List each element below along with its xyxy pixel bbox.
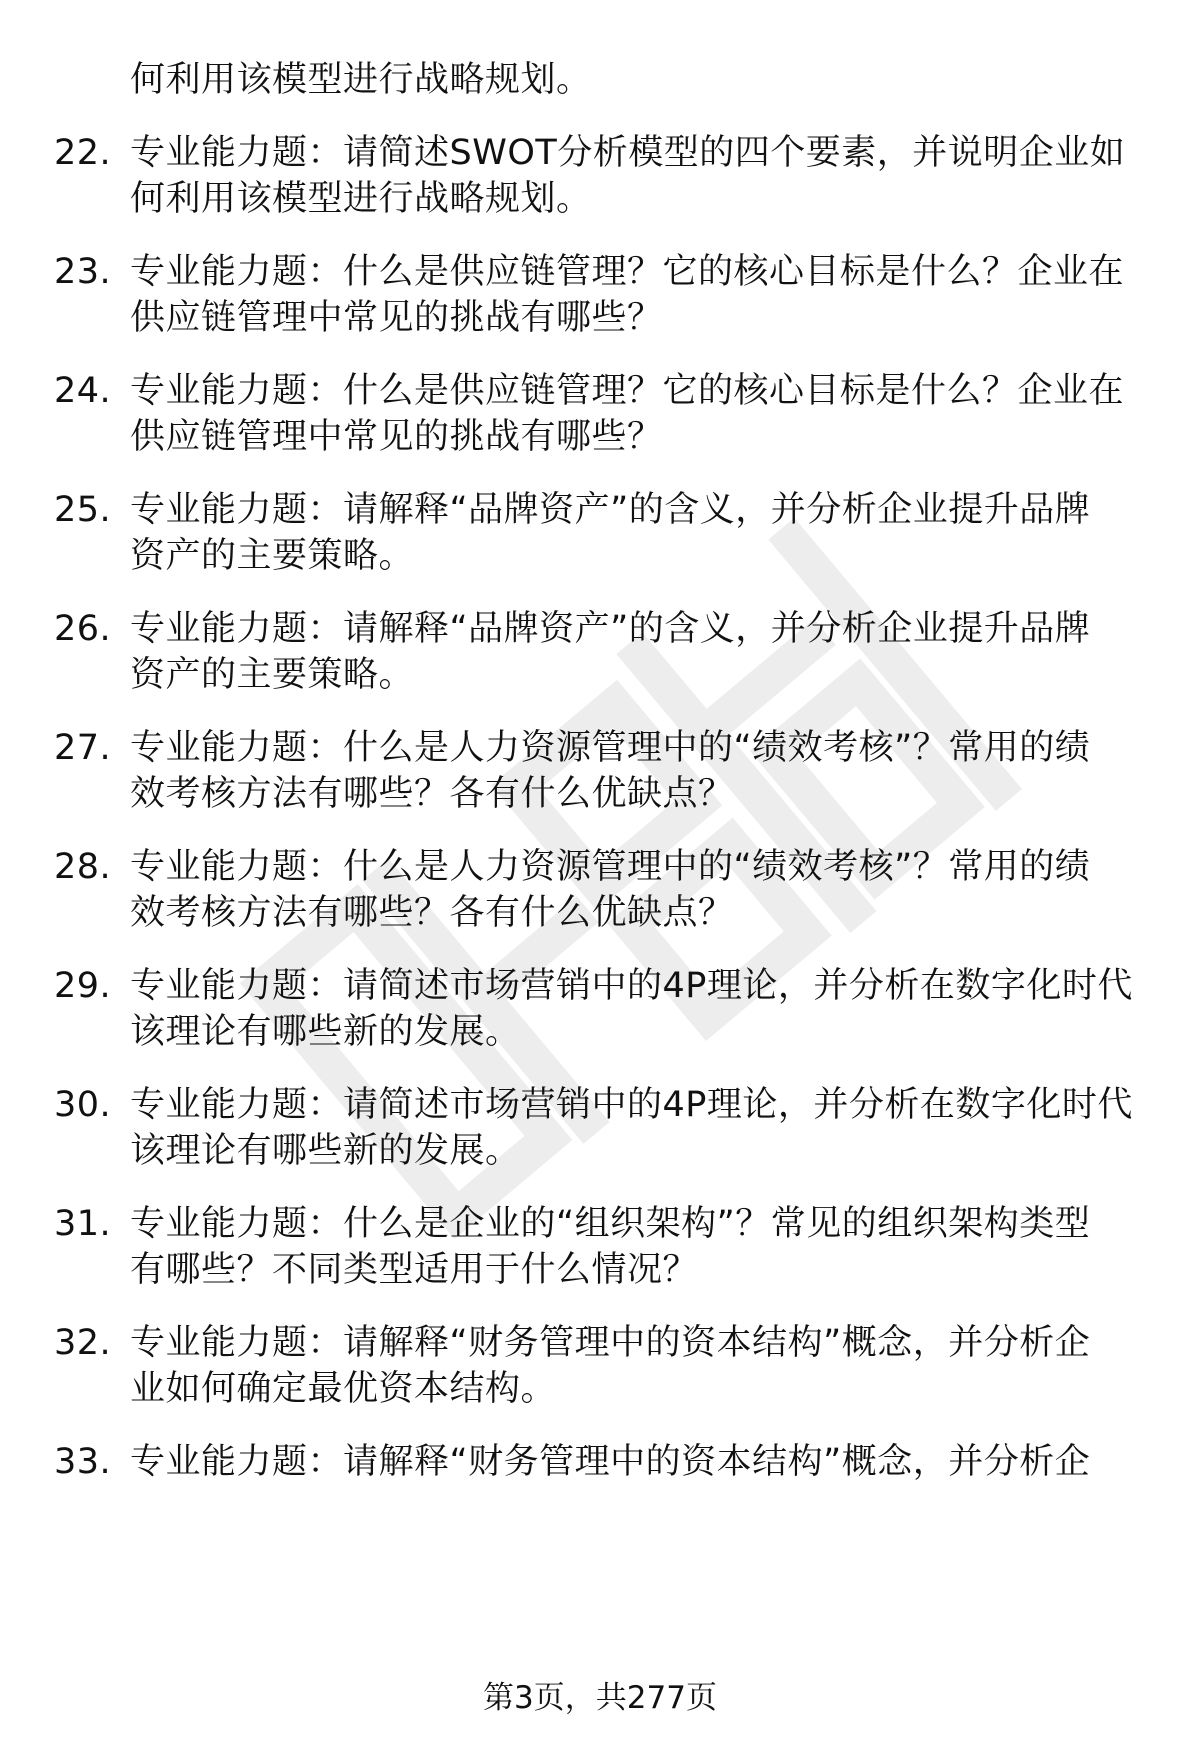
item-text-line1: 专业能力题：什么是企业的“组织架构”？常见的组织架构类型 xyxy=(130,1204,1091,1244)
item-number: 25. xyxy=(54,490,112,530)
item-number: 27. xyxy=(54,728,112,768)
item-text-line2: 资产的主要策略。 xyxy=(130,655,415,695)
item-number: 32. xyxy=(54,1323,112,1363)
item-number: 28. xyxy=(54,847,112,887)
item-text-line1: 专业能力题：什么是人力资源管理中的“绩效考核”？常用的绩 xyxy=(130,847,1091,887)
item-number: 22. xyxy=(54,133,112,173)
item-text-line1: 专业能力题：请解释“财务管理中的资本结构”概念，并分析企 xyxy=(130,1323,1091,1363)
item-text-line2: 该理论有哪些新的发展。 xyxy=(130,1131,521,1171)
item-text-line2: 有哪些？不同类型适用于什么情况？ xyxy=(130,1250,699,1290)
item-number: 33. xyxy=(54,1442,112,1482)
item-text-line1: 专业能力题：请简述市场营销中的4P理论，并分析在数字化时代 xyxy=(130,966,1133,1006)
item-text-line1: 专业能力题：请解释“品牌资产”的含义，并分析企业提升品牌 xyxy=(130,609,1091,649)
item-text-line1: 专业能力题：请简述市场营销中的4P理论，并分析在数字化时代 xyxy=(130,1085,1133,1125)
item-text-line2: 业如何确定最优资本结构。 xyxy=(130,1369,557,1409)
item-number: 26. xyxy=(54,609,112,649)
continued-line: 何利用该模型进行战略规划。 xyxy=(130,60,592,100)
item-number: 23. xyxy=(54,252,112,292)
page-footer: 第3页，共277页 xyxy=(483,1680,717,1716)
item-text-line1: 专业能力题：什么是供应链管理？它的核心目标是什么？企业在 xyxy=(130,371,1125,411)
item-number: 31. xyxy=(54,1204,112,1244)
item-number: 30. xyxy=(54,1085,112,1125)
item-text-line2: 资产的主要策略。 xyxy=(130,536,415,576)
item-text-line2: 何利用该模型进行战略规划。 xyxy=(130,179,592,219)
item-text-line2: 供应链管理中常见的挑战有哪些？ xyxy=(130,417,663,457)
item-text-line2: 供应链管理中常见的挑战有哪些？ xyxy=(130,298,663,338)
item-number: 29. xyxy=(54,966,112,1006)
item-text-line2: 效考核方法有哪些？各有什么优缺点？ xyxy=(130,774,734,814)
item-text-line2: 效考核方法有哪些？各有什么优缺点？ xyxy=(130,893,734,933)
item-number: 24. xyxy=(54,371,112,411)
item-text-line1: 专业能力题：请解释“财务管理中的资本结构”概念，并分析企 xyxy=(130,1442,1091,1482)
item-text-line1: 专业能力题：请解释“品牌资产”的含义，并分析企业提升品牌 xyxy=(130,490,1091,530)
item-text-line1: 专业能力题：请简述SWOT分析模型的四个要素，并说明企业如 xyxy=(130,133,1126,173)
item-text-line1: 专业能力题：什么是人力资源管理中的“绩效考核”？常用的绩 xyxy=(130,728,1091,768)
item-text-line2: 该理论有哪些新的发展。 xyxy=(130,1012,521,1052)
item-text-line1: 专业能力题：什么是供应链管理？它的核心目标是什么？企业在 xyxy=(130,252,1125,292)
